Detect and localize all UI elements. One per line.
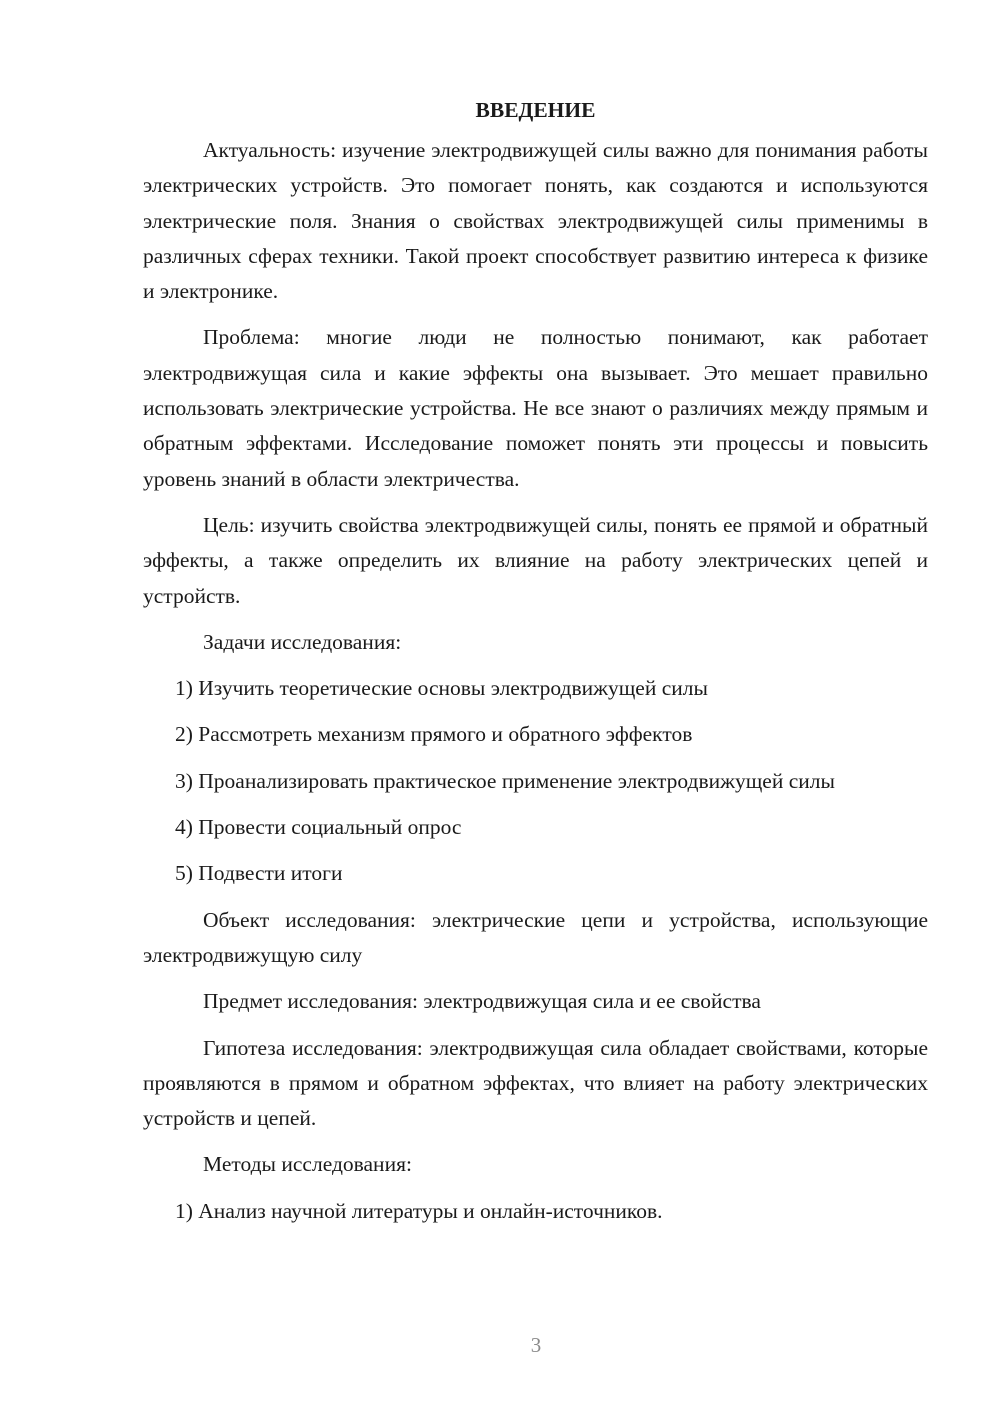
task-item-1: 1) Изучить теоретические основы электродвижущей силы (175, 676, 708, 701)
problem-paragraph: Проблема: многие люди не полностью понимают, как работает электродвижущая сила и какие эффекты она вызывает. Это мешает правильно использовать электрические устройства. Не все знают о различиях между прямым и обратным эффектами. Исследование поможет понять эти процессы и повысить уровень знаний в области электричества. (143, 325, 928, 491)
task-item-2: 2) Рассмотреть механизм прямого и обратного эффектов (175, 722, 693, 747)
tasks-heading: Задачи исследования: (203, 629, 402, 654)
section-heading: ВВЕДЕНИЕ (475, 98, 596, 122)
method-item-1: 1) Анализ научной литературы и онлайн-источников. (175, 1198, 663, 1223)
methods-heading: Методы исследования: (203, 1152, 412, 1177)
task-item-5: 5) Подвести итоги (175, 861, 343, 886)
object-paragraph: Объект исследования: электрические цепи и устройства, использующие электродвижущую силу (143, 907, 928, 967)
relevance-paragraph: Актуальность: изучение электродвижущей силы важно для понимания работы электрических устройств. Это помогает понять, как создаются и используются электрические поля. Знания о свойствах электродвижущей силы применимы в различных сферах техники. Такой проект способствует развитию интереса к физике и электронике. (143, 138, 928, 304)
page-number: 3 (530, 1333, 542, 1357)
page-content (143, 93, 928, 1240)
hypothesis-paragraph: Гипотеза исследования: электродвижущая сила обладает свойствами, которые проявляются в прямом и обратном эффектах, что влияет на работу электрических устройств и цепей. (143, 1035, 928, 1131)
goal-paragraph: Цель: изучить свойства электродвижущей силы, понять ее прямой и обратный эффекты, а также определить их влияние на работу электрических цепей и устройств. (143, 512, 928, 608)
task-item-4: 4) Провести социальный опрос (175, 815, 462, 840)
task-item-3: 3) Проанализировать практическое применение электродвижущей силы (175, 768, 835, 793)
subject-paragraph: Предмет исследования: электродвижущая сила и ее свойства (203, 989, 761, 1014)
